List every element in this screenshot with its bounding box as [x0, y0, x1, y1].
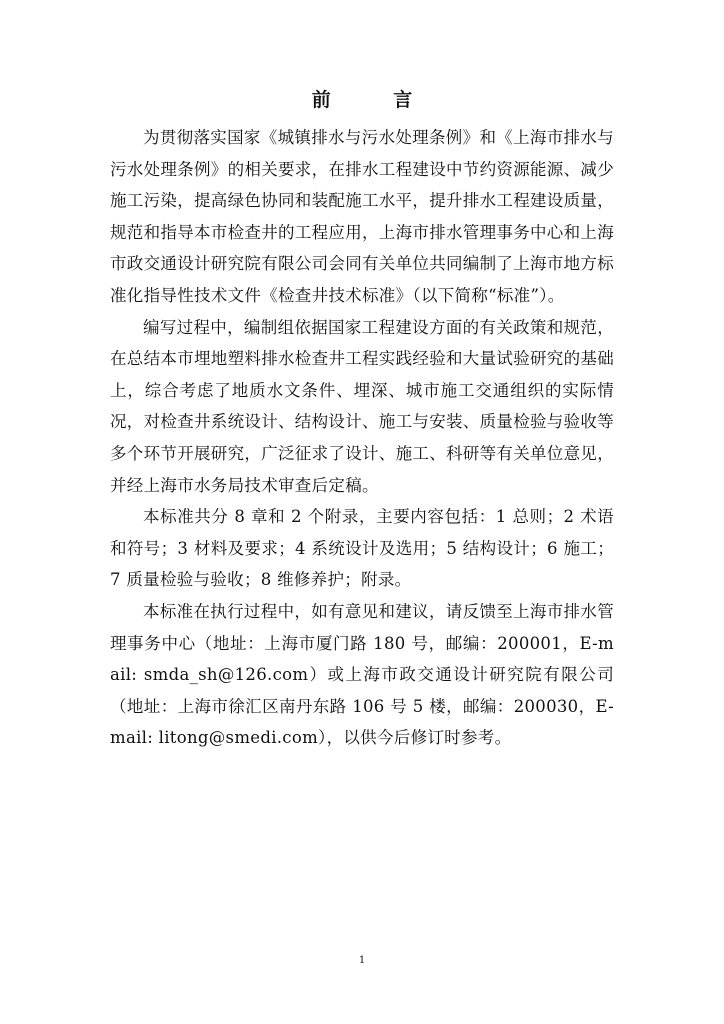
paragraph-contents: 本标准共分 8 章和 2 个附录，主要内容包括：1 总则；2 术语和符号；3 材料及要求；4 系统设计及选用；5 结构设计；6 施工；7 质量检验与验收；8 维修养护；附录。: [110, 507, 614, 590]
paragraph-feedback: 本标准在执行过程中，如有意见和建议，请反馈至上海市排水管理事务中心（地址：上海市厦门路 180 号，邮编：200001，E-mail: smda_sh@126.com）或上海市政交通设计研究院有限公司（地址：上海市徐汇区南丹东路 106 号 5 楼，邮编：200030，E-mail: litong@smedi.com），以供今后修订时参考。: [110, 601, 614, 748]
paragraph-purpose: 为贯彻落实国家《城镇排水与污水处理条例》和《上海市排水与污水处理条例》的相关要求，在排水工程建设中节约资源能源、减少施工污染，提高绿色协同和装配施工水平，提升排水工程建设质量，规范和指导本市检查井的工程应用，上海市排水管理事务中心和上海市政交通设计研究院有限公司会同有关单位共同编制了上海市地方标准化指导性技术文件《检查井技术标准》（以下简称“标准”）。: [110, 128, 614, 305]
page-number: 1: [358, 955, 366, 966]
preface-body: [110, 122, 614, 754]
page-title: 前 言: [311, 89, 441, 111]
paragraph-process: 编写过程中，编制组依据国家工程建设方面的有关政策和规范，在总结本市埋地塑料排水检查井工程实践经验和大量试验研究的基础上，综合考虑了地质水文条件、埋深、城市施工交通组织的实际情况，对检查井系统设计、结构设计、施工与安装、质量检验与验收等多个环节开展研究，广泛征求了设计、施工、科研等有关单位意见，并经上海市水务局技术审查后定稿。: [110, 317, 614, 495]
